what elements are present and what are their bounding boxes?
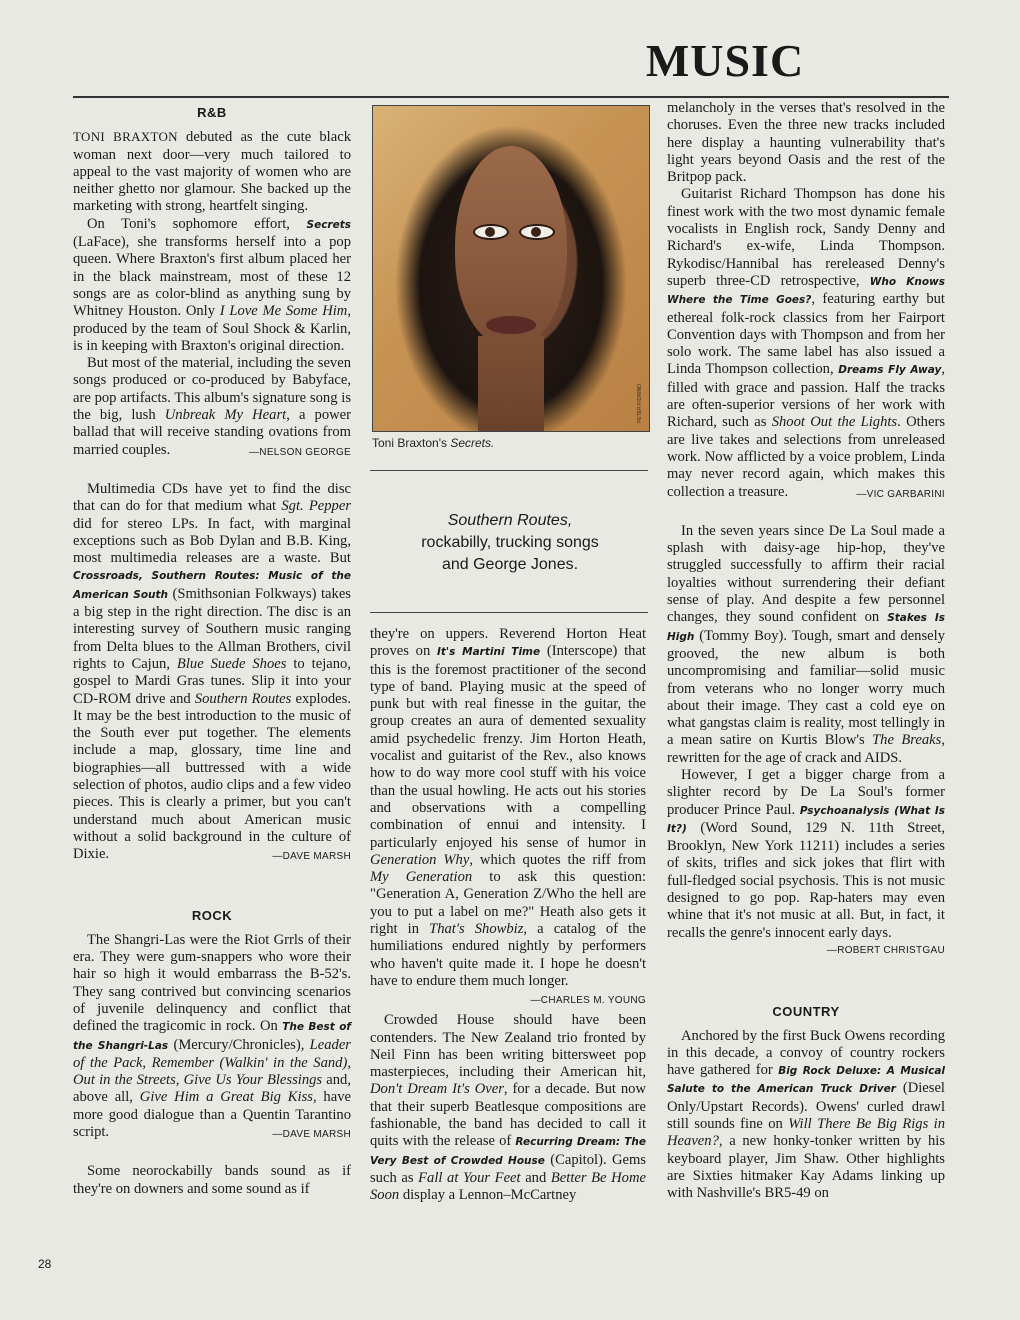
de-la-soul-paragraph: In the seven years since De La Soul made a splash with daisy-age hip-hop, they've struggled successfully to affirm their racial loyalties without surrendering their defiant sense of play. And despite a few personnel changes, they sound confident on Stakes Is High (Tommy Boy). Tough, smart and densely grooved, the new album is both uncompromising and familiar—solid music from veterans who no longer worry much about their image. They cast a cold eye on what gangstas claim is reality, most tellingly in a mean satire on Kurtis Blow's The Breaks, rewritten for the age of crack and AIDS. bbox=[667, 522, 946, 766]
thompson-paragraph: Guitarist Richard Thompson has done his finest work with the two most dynamic female vocalists in English rock, Sandy Denny and Richard's ex-wife, Linda Thompson. Rykodisc/Hannibal has rereleased Denny's superb three-CD retrospective, Who Knows Where the Time Goes?, featuring earthy but ethereal folk-rock classics from her Fairport Convention days with Thompson and from her solo work. The same label has also issued a Linda Thompson collection, Dreams Fly Away, filled with grace and passion. Half the tracks are often-superior versions of her work with Richard, such as Shoot Out the Lights. Others are live takes and selections from unreleased work. Now afflicted by a voice problem, Linda may never record again, which makes this collection a treasure. —VIC GARBARINI bbox=[667, 186, 945, 500]
pull-quote-rule-top bbox=[370, 470, 648, 471]
pull-quote: Southern Routes, rockabilly, trucking songs and George Jones. bbox=[421, 512, 599, 573]
product-title: Who Knows Where the Time Goes? bbox=[667, 275, 945, 307]
photo-caption: Toni Braxton's Secrets. bbox=[372, 436, 495, 450]
rockabilly-paragraph: they're on uppers. Reverend Horton Heat proves on It's Martini Time (Interscope) that this is the foremost practitioner of the second type of band. Playing music at the speed of punk but with real finesse in the guitar, the group creates an aura of demented sexuality amid psychedelic frenzy. Jim Horton Heath, vocalist and guitarist of the Rev., also knows how to do way more cool stuff with his voice than the usual howling. He acts out his stories and observations with a compelling combination of ennui and intensity. I particularly enjoyed his sense of humor in Generation Why, which quotes the riff from My Generation to ask this question: "Generation A, Generation Z/Who the hell are you to put a label on me?" Heath also gets it right in That's Showbiz, a catalog of the humiliations endured nightly by performers who haven't quite made it. I hope he doesn't have to endure them much longer. —CHARLES M. YOUNG bbox=[370, 626, 646, 990]
product-title: Recurring Dream: The Very Best of Crowded House bbox=[370, 1136, 647, 1167]
byline: —CHARLES M. YOUNG bbox=[530, 995, 646, 1007]
lead-artist: TONI BRAXTON bbox=[73, 129, 178, 145]
product-title: Psychoanalysis (What Is It?) bbox=[667, 804, 945, 835]
rnb-paragraph-3: But most of the material, including the seven songs produced or co-produced by Babyface, are pop artifacts. This album's signature song is the big, lush Unbreak My Heart, a power ballad that will receive standing ovations from married couples. —NELSON GEORGE bbox=[73, 355, 351, 459]
product-title: It's Martini Time bbox=[437, 646, 541, 659]
section-title: MUSIC bbox=[645, 35, 805, 86]
rock-paragraph-1: The Shangri-Las were the Riot Grrls of their era. They were gum-snappers who wore their hair so high it would embarrass the B-52's. They sang contrived but convincing scenarios of juvenile delinquency and conflict that defined the tragicomic in rock. On The Best of the Shangri-Las (Mercury/Chronicles), Leader of the Pack, Remember (Walkin' in the Sand), Out in the Streets, Give Us Your Blessings and, above all, Give Him a Great Big Kiss, have more good dialogue than a Quentin Tarantino script. —DAVE MARSH bbox=[73, 932, 351, 1142]
byline: —DAVE MARSH bbox=[272, 851, 351, 863]
byline: —DAVE MARSH bbox=[272, 1129, 351, 1141]
byline: —ROBERT CHRISTGAU bbox=[826, 944, 945, 956]
page-number: 28 bbox=[38, 1257, 52, 1271]
pull-quote-rule-bottom bbox=[370, 612, 648, 613]
rock-heading: ROCK bbox=[191, 908, 233, 924]
product-title: Crossroads, Southern Routes: Music of the American South bbox=[73, 570, 351, 601]
rnb-paragraph-1: TONI BRAXTON debuted as the cute black woman next door—very much tailored to appeal to the vast majority of women who are neither ghetto nor glamour. She backed up the marketing with strong, heartfelt singing. bbox=[73, 129, 351, 215]
column-3 bbox=[667, 100, 945, 1203]
masthead bbox=[0, 34, 1020, 87]
song-title: I Love Me Some Him bbox=[219, 303, 348, 320]
country-paragraph: Anchored by the first Buck Owens recording in this decade, a convoy of country rockers have gathered for Big Rock Deluxe: A Musical Salute to the American Truck Driver (Diesel Only/Upstart Records). Owens' curled drawl still sounds fine on Will There Be Big Rigs in Heaven?, a new honky-tonker written by his keyboard player, Jim Shaw. Other highlights are Sixties hitmaker Kay Adams linking up with Nashville's BR5-49 on bbox=[667, 1027, 946, 1202]
product-title: Big Rock Deluxe: A Musical Salute to the American Truck Driver bbox=[667, 1065, 945, 1096]
country-heading: COUNTRY bbox=[772, 1004, 840, 1020]
portrait-eye-right bbox=[519, 224, 555, 240]
product-title: Secrets bbox=[306, 218, 351, 231]
col3-paragraph-1: melancholy in the verses that's resolved in the choruses. Even the three new tracks included here display a haunting vulnerability that's light years beyond Oasis and the rest of the Britpop pack. bbox=[667, 100, 945, 186]
product-title: The Best of the Shangri-Las bbox=[73, 1021, 351, 1052]
rock-paragraph-2: Some neorockabilly bands sound as if they're on downers and some sound as if bbox=[73, 1163, 351, 1197]
byline: —NELSON GEORGE bbox=[249, 446, 351, 458]
column-1 bbox=[73, 100, 351, 1198]
column-2 bbox=[370, 626, 646, 1205]
song-title: Unbreak My Heart bbox=[164, 407, 287, 424]
crowded-house-paragraph: Crowded House should have been contenders. The New Zealand trio fronted by Neil Finn has been writing bittersweet pop masterpieces, including their American hit, Don't Dream It's Over, for a decade. But now that their superb Beatlesque compositions are fashionable, the band has decided to call it quits with the release of Recurring Dream: The Very Best of Crowded House (Capitol). Gems such as Fall at Your Feet and Better Be Home Soon display a Lennon–McCartney bbox=[370, 1012, 647, 1204]
product-title: Stakes Is High bbox=[667, 612, 946, 643]
multimedia-paragraph: Multimedia CDs have yet to find the disc that can do for that medium what Sgt. Pepper did for stereo LPs. In fact, with marginal exceptions such as Bob Dylan and B.B. King, most multimedia releases are a waste. But Crossroads, Southern Routes: Music of the American South (Smithsonian Folkways) takes a big step in the right direction. The disc is an interesting survey of Southern music ranging from Delta blues to the Allman Brothers, civil rights to Cajun, Blue Suede Shoes to tejano, gospel to Mardi Gras tunes. Slip it into your CD-ROM drive and Southern Routes explodes. It may be the best introduction to the music of the South ever put together. The elements include a map, glossary, time line and biographies—all buttressed with a wide selection of photos, audio clips and a few video pieces. This is clearly a primer, but you can't understand much about American music without a solid background in the culture of Dixie. —DAVE MARSH bbox=[73, 481, 351, 864]
rnb-paragraph-2: On Toni's sophomore effort, Secrets (LaFace), she transforms herself into a pop queen. Where Braxton's first album placed her in the black mainstream, most of these 12 songs are as color-blind as anything sung by Whitney Houston. Only I Love Me Some Him, produced by the team of Soul Shock & Karlin, is in keeping with Braxton's original direction. bbox=[73, 215, 352, 354]
portrait-eye-left bbox=[473, 224, 509, 240]
photo-credit: PETER FIORINO bbox=[637, 384, 643, 423]
portrait-photo bbox=[372, 105, 650, 432]
rnb-heading: R&B bbox=[197, 105, 227, 120]
product-title: Dreams Fly Away bbox=[838, 364, 942, 377]
prince-paul-paragraph: However, I get a bigger charge from a slighter record by De La Soul's former producer Prince Paul. Psychoanalysis (What Is It?) (Word Sound, 129 N. 11th Street, Brooklyn, New York 11211) includes a series of skits, trifles and sick jokes that flirt with full-fledged social psychosis. This is not music designed to go pop. Rap-haters may even whine that it's not music at all. But, in fact, it recalls the genre's innocent early days. bbox=[667, 766, 945, 941]
portrait-lips bbox=[486, 316, 536, 334]
byline: —VIC GARBARINI bbox=[856, 488, 945, 500]
header-rule bbox=[73, 96, 949, 98]
